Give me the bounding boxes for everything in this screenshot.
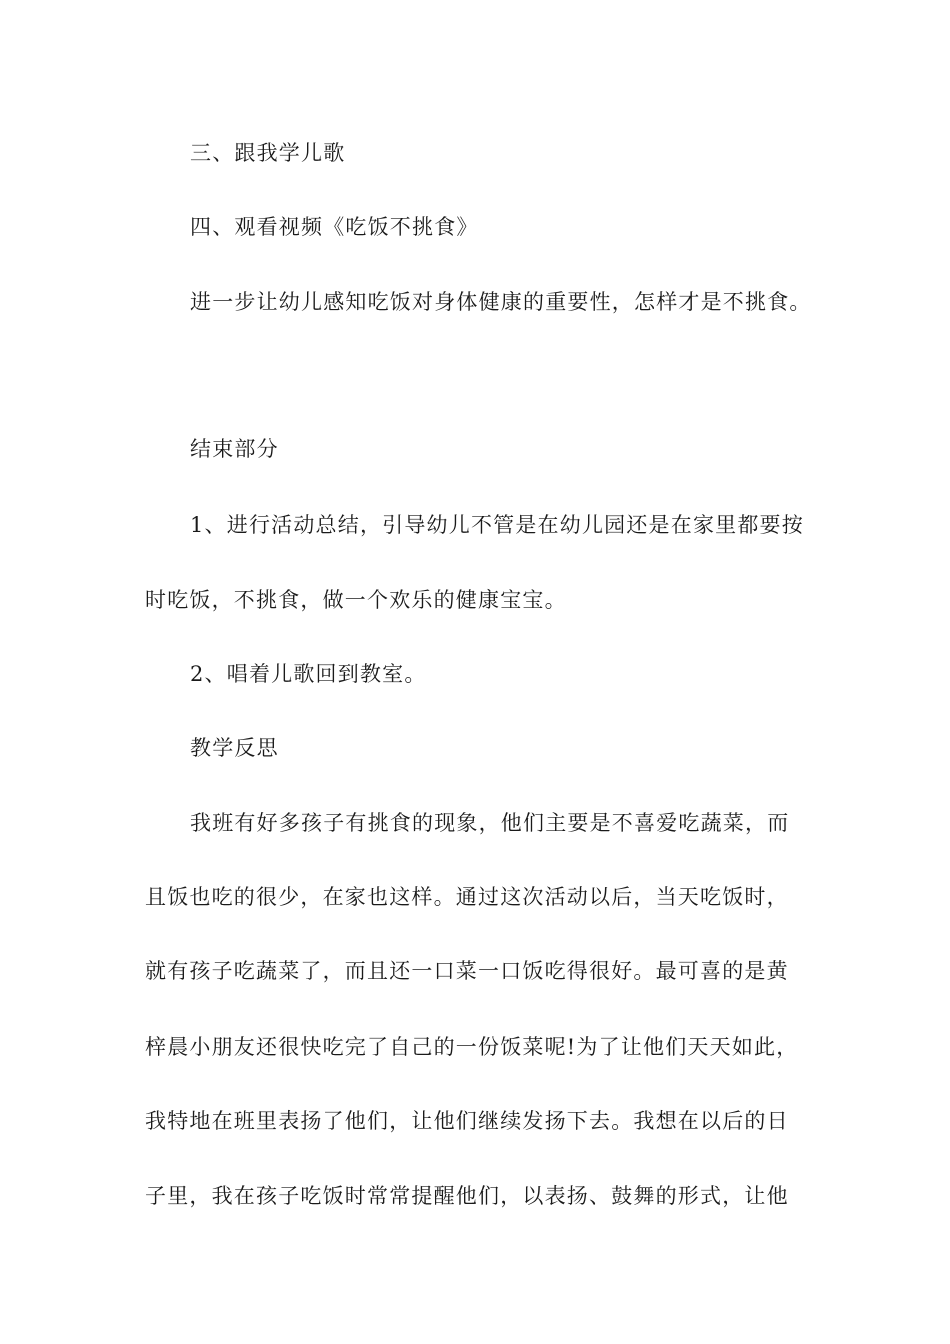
paragraph-return-classroom: 2、唱着儿歌回到教室。: [190, 662, 427, 686]
paragraph-reflection-line-3: 就有孩子吃蔬菜了，而且还一口菜一口饭吃得很好。最可喜的是黄: [145, 959, 789, 983]
paragraph-reflection-line-2: 且饭也吃的很少，在家也这样。通过这次活动以后，当天吃饭时，: [145, 885, 789, 909]
paragraph-reflection-line-6: 子里，我在孩子吃饭时常常提醒他们，以表扬、鼓舞的形式，让他: [145, 1184, 789, 1208]
heading-sing-song: 三、跟我学儿歌: [190, 141, 346, 165]
paragraph-reflection-line-4: 梓晨小朋友还很快吃完了自己的一份饭菜呢!为了让他们天天如此，: [145, 1035, 799, 1059]
heading-teaching-reflection: 教学反思: [190, 736, 279, 760]
paragraph-summary-line-1: 1、进行活动总结，引导幼儿不管是在幼儿园还是在家里都要按: [190, 513, 804, 537]
heading-ending-section: 结束部分: [190, 437, 279, 461]
paragraph-summary-line-2: 时吃饭，不挑食，做一个欢乐的健康宝宝。: [145, 588, 567, 612]
paragraph-reflection-line-5: 我特地在班里表扬了他们，让他们继续发扬下去。我想在以后的日: [145, 1109, 789, 1133]
heading-watch-video: 四、观看视频《吃饭不挑食》: [190, 215, 479, 239]
paragraph-reflection-line-1: 我班有好多孩子有挑食的现象，他们主要是不喜爱吃蔬菜，而: [190, 811, 790, 835]
paragraph-video-purpose: 进一步让幼儿感知吃饭对身体健康的重要性，怎样才是不挑食。: [190, 290, 812, 314]
